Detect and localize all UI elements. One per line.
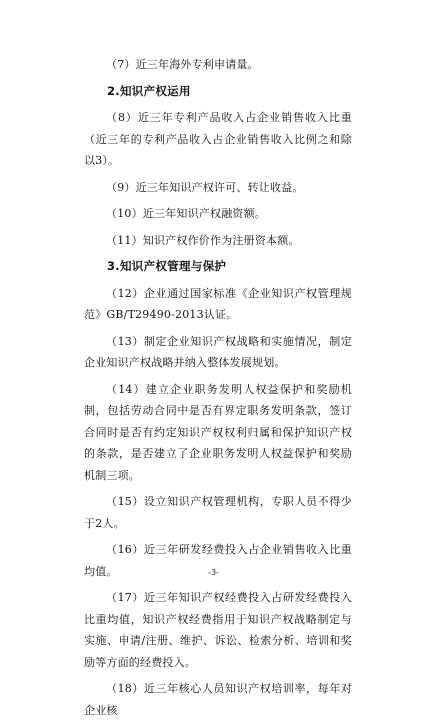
page-number: -3- xyxy=(208,568,219,577)
item-17-paragraph: （17）近三年知识产权经费投入占研发经费投入比重均值，知识产权经费指用于知识产权战略制定与实施、申请/注册、维护、诉讼、检索分析、培训和奖励等方面的经费投入。 xyxy=(84,591,352,669)
item-13-paragraph: （13）制定企业知识产权战略和实施情况，制定企业知识产权战略并纳入整体发展规划。 xyxy=(84,334,352,369)
document-body xyxy=(84,54,352,726)
section-heading-ip-management: 3.知识产权管理与保护 xyxy=(107,259,227,273)
item-16-paragraph: （16）近三年研发经费投入占企业销售收入比重均值。 xyxy=(84,543,352,578)
item-8-paragraph: （8）近三年专利产品收入占企业销售收入比重（近三年的专利产品收入占企业销售收入比例之和除以3）。 xyxy=(84,111,352,167)
item-11-paragraph: （11）知识产权作价作为注册资本额。 xyxy=(106,233,300,247)
item-10-paragraph: （10）近三年知识产权融资额。 xyxy=(106,207,266,220)
item-15-paragraph: （15）设立知识产权管理机构，专职人员不得少于2人。 xyxy=(84,495,352,530)
item-7-paragraph: （7）近三年海外专利申请量。 xyxy=(106,58,259,71)
item-18-paragraph: （18）近三年核心人员知识产权培训率，每年对企业核 xyxy=(84,682,352,717)
section-heading-ip-utilization: 2.知识产权运用 xyxy=(107,83,191,98)
item-12-paragraph: （12）企业通过国家标准《企业知识产权管理规范》GB/T29490-2013认证。 xyxy=(84,286,352,321)
item-14-paragraph: （14）建立企业职务发明人权益保护和奖励机制，包括劳动合同中是否有界定职务发明条款，签订合同时是否有约定知识产权权利归属和保护知识产权的条款，是否建立了企业职务发明人权益保护和奖励机制三项。 xyxy=(84,382,352,482)
item-9-paragraph: （9）近三年知识产权许可、转让收益。 xyxy=(106,180,304,194)
